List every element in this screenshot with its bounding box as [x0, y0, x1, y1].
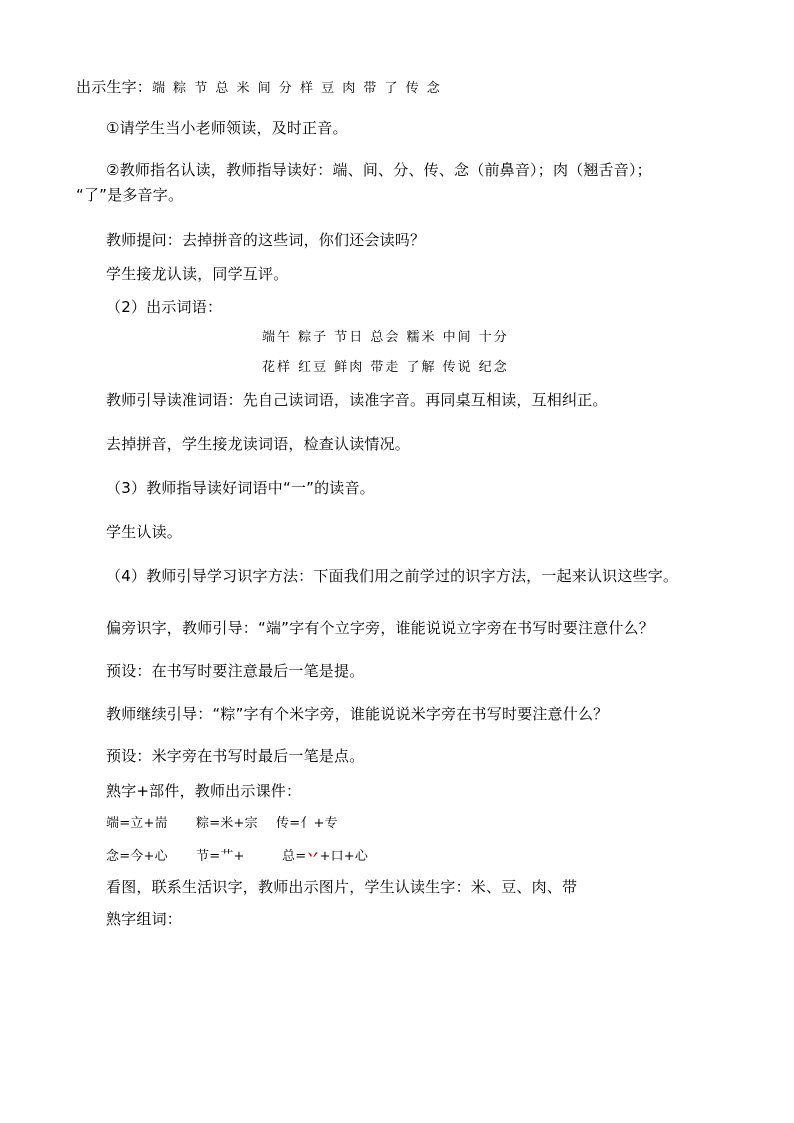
word-list-row-1: 端午 粽子 节日 总会 糯米 中间 十分 — [262, 330, 509, 345]
red-radical-mark: 丷 — [306, 849, 320, 864]
teacher-question: 教师提问：去掉拼音的这些词，你们还会读吗？ — [106, 231, 426, 249]
formula-zong: 粽=米+宗 — [196, 816, 258, 831]
polyphone-note: “了”是多音字。 — [76, 186, 184, 204]
preset-answer-2: 预设：米字旁在书写时最后一笔是点。 — [106, 747, 365, 765]
student-relay-reading: 学生接龙认读，同学互评。 — [106, 265, 289, 283]
section-3-text: （3）教师指导读好词语中“一”的读音。 — [106, 479, 375, 497]
word-list-row-2: 花样 红豆 鲜肉 带走 了解 传说 纪念 — [262, 360, 509, 375]
formula-zong-suffix: +口+心 — [319, 849, 369, 864]
picture-recognition-text: 看图，联系生活识字，教师出示图片，学生认读生字：米、豆、肉、带 — [106, 878, 578, 896]
new-characters-line — [76, 77, 442, 99]
formula-zong-prefix: 总= — [282, 849, 307, 864]
preset-answer-1: 预设：在书写时要注意最后一笔是提。 — [106, 662, 365, 680]
radical-guidance-text: 偏旁识字，教师引导：“端”字有个立字旁，谁能说说立字旁在书写时要注意什么？ — [106, 619, 654, 637]
formula-duan: 端=立+耑 — [106, 816, 168, 831]
remove-pinyin-text: 去掉拼音，学生接龙读词语，检查认读情况。 — [106, 435, 411, 453]
new-characters-list: 端 粽 节 总 米 间 分 样 豆 肉 带 了 传 念 — [152, 81, 442, 96]
section-2-heading: （2）出示词语： — [106, 298, 223, 316]
word-building-label: 熟字组词： — [106, 910, 183, 928]
radical-guidance-2-text: 教师继续引导：“粽”字有个米字旁，谁能说说米字旁在书写时要注意什么？ — [106, 705, 609, 723]
step-2-text: ②教师指名认读，教师指导读好：端、间、分、传、念（前鼻音）；肉（翘舌音）； — [106, 161, 652, 179]
step-1-text: ①请学生当小老师领读，及时正音。 — [106, 119, 348, 137]
student-reading-text: 学生认读。 — [106, 523, 183, 541]
formula-chuan: 传=亻+专 — [276, 816, 338, 831]
formula-jie: 节=艹+ — [196, 849, 245, 864]
section-4-text: （4）教师引导学习识字方法：下面我们用之前学过的识字方法，一起来认识这些字。 — [106, 567, 679, 585]
component-intro-text: 熟字+部件，教师出示课件： — [106, 782, 302, 800]
new-characters-prefix: 出示生字： — [76, 78, 153, 96]
word-reading-guidance: 教师引导读准词语：先自己读词语，读准字音。再同桌互相读，互相纠正。 — [106, 391, 608, 409]
formula-zong-total — [282, 847, 368, 867]
formula-nian: 念=今+心 — [106, 849, 168, 864]
